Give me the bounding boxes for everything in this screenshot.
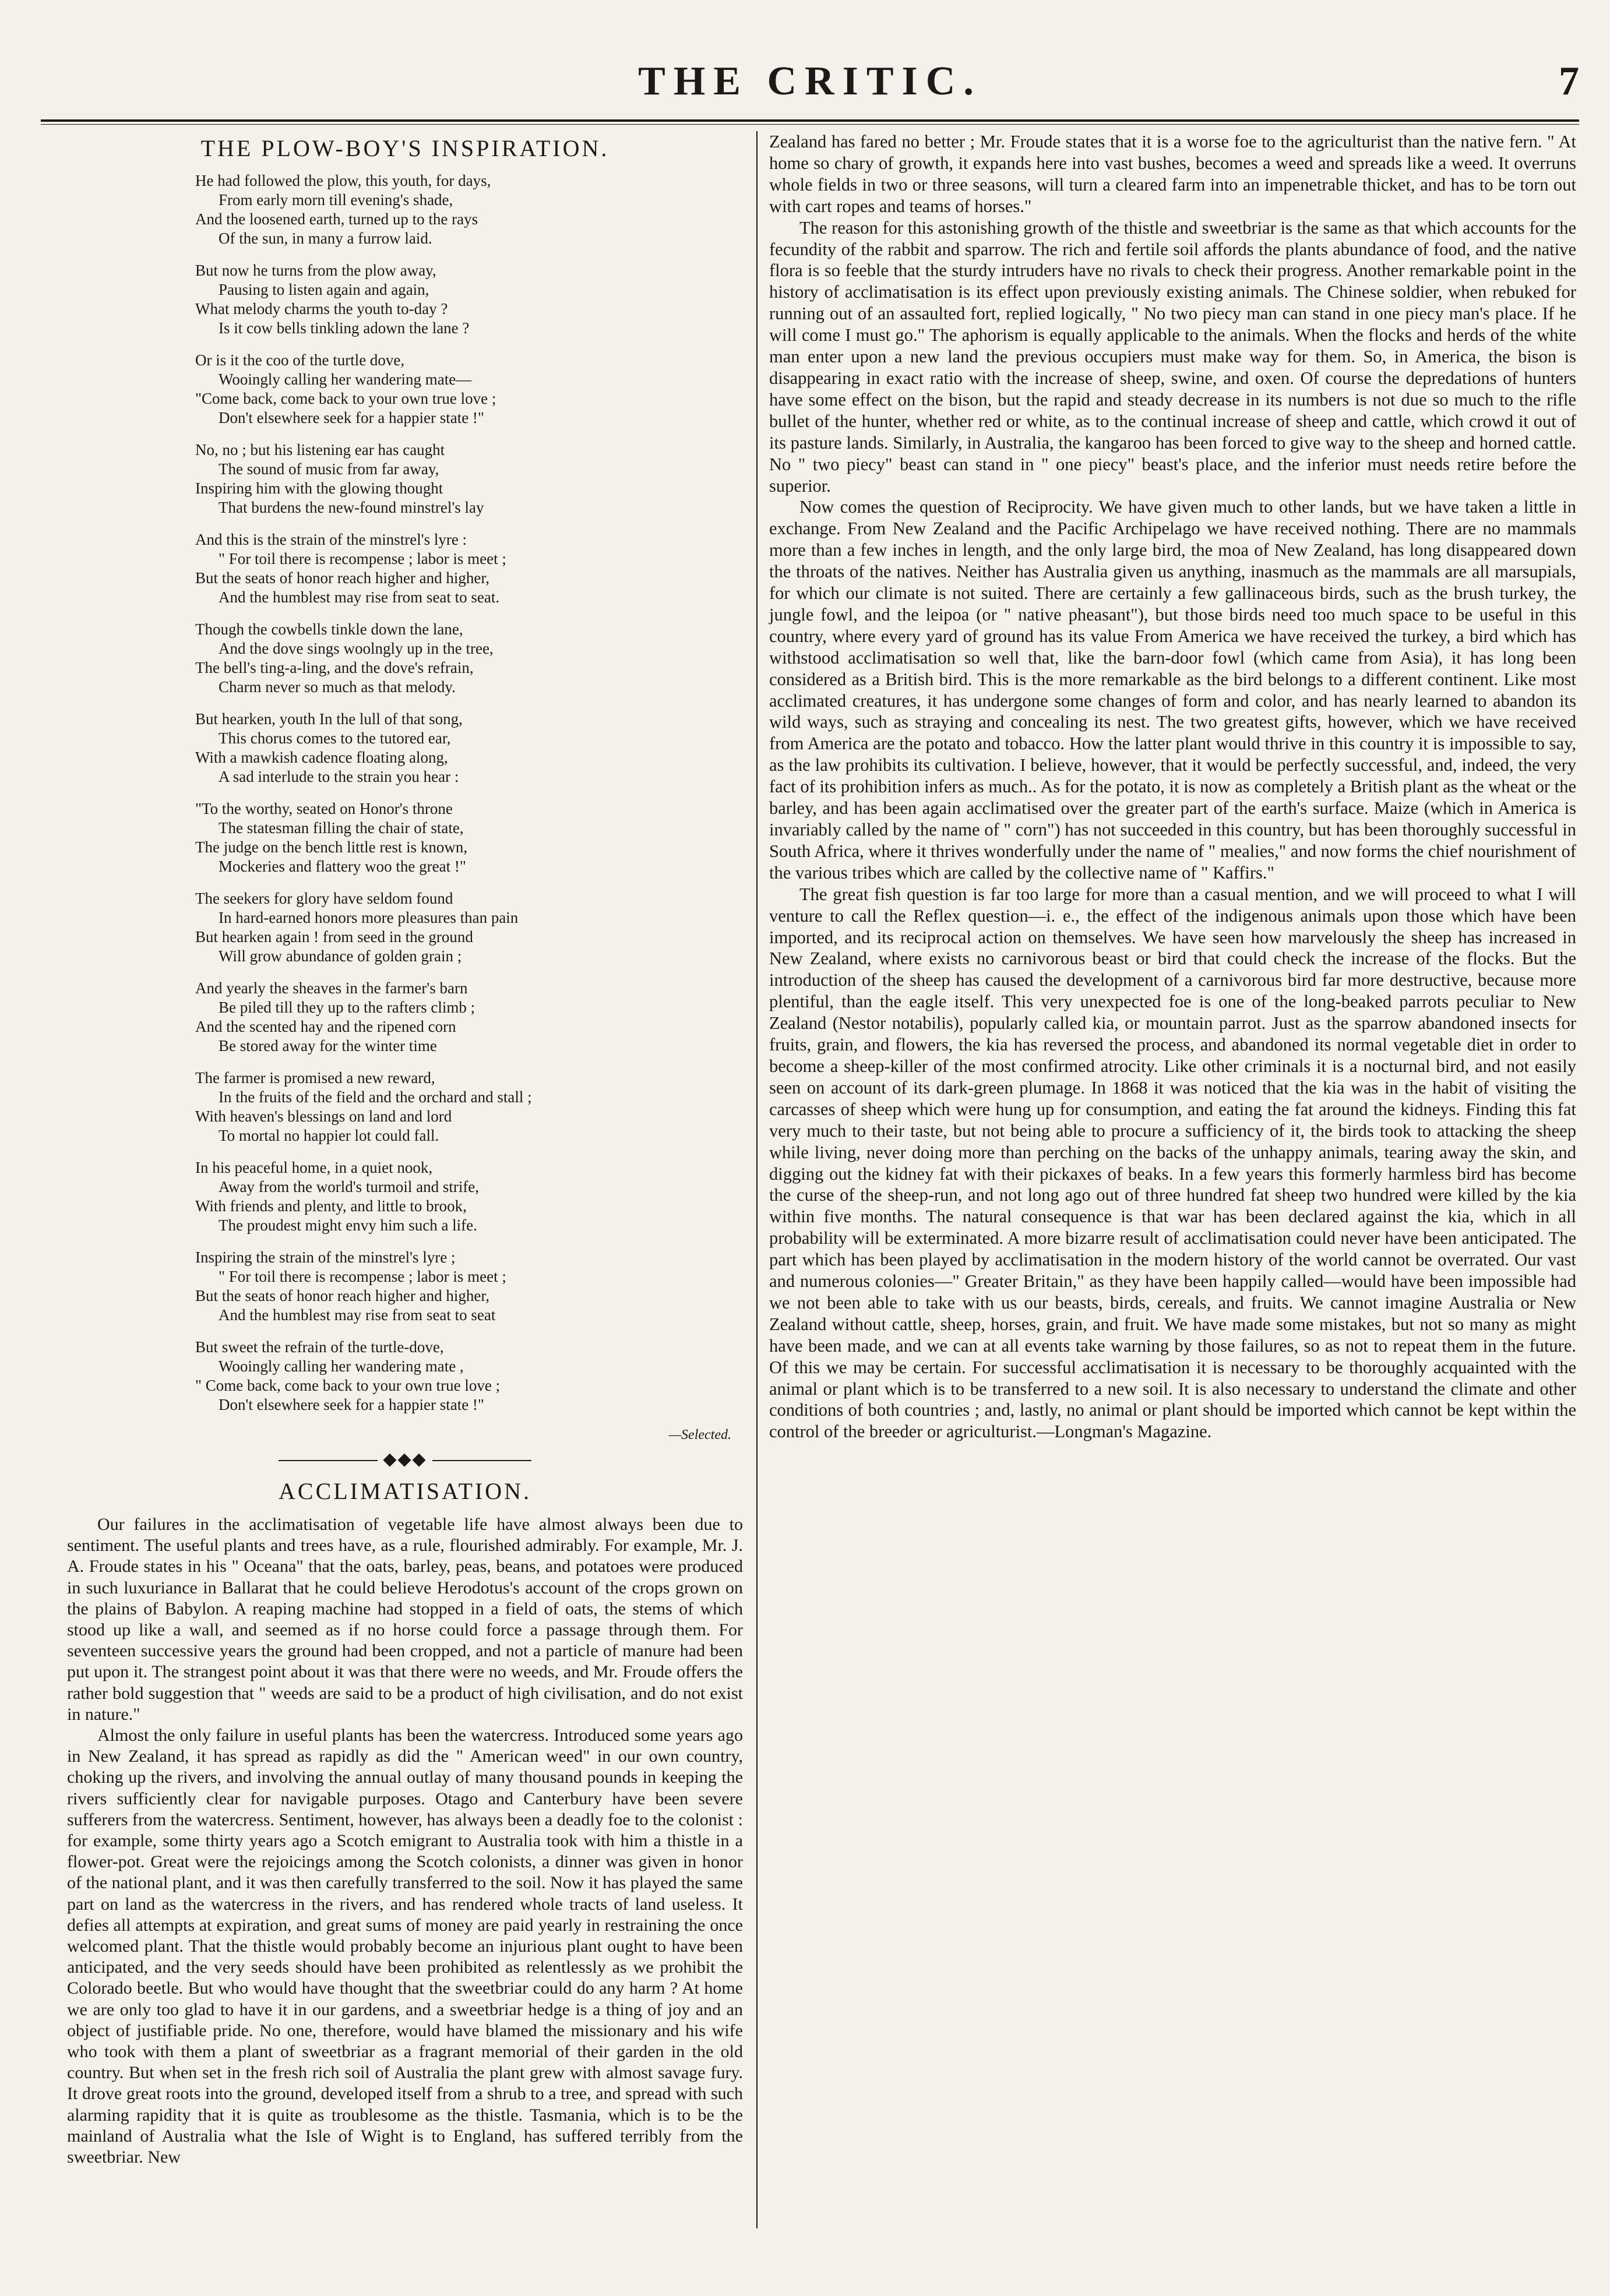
poem-stanza bbox=[195, 261, 743, 338]
poem-line: Wooingly calling her wandering mate , bbox=[219, 1357, 464, 1375]
poem-line: But hearken again ! from seed in the ground bbox=[195, 928, 473, 946]
poem-line: And this is the strain of the minstrel's lyre : bbox=[195, 531, 467, 548]
poem-line: That burdens the new-found minstrel's lay bbox=[219, 499, 484, 516]
poem-stanza bbox=[195, 1338, 743, 1415]
poem-line: Mockeries and flattery woo the great !" bbox=[219, 858, 466, 875]
poem-line: Be piled till they up to the rafters climb ; bbox=[219, 999, 475, 1016]
article-title: ACCLIMATISATION. bbox=[279, 1478, 531, 1504]
poem-line: But the seats of honor reach higher and higher, bbox=[195, 569, 490, 587]
poem-line: Charm never so much as that melody. bbox=[219, 678, 456, 696]
page-number: 7 bbox=[1559, 59, 1579, 104]
article-paragraph: The great fish question is far too large for more than a casual mention, and we will proceed to what I will venture to call the Reflex question—i. e., the effect of the indigenous animals upon those which have been imported, and its reciprocal action on themselves. We have seen how marvelously the sheep has increased in New Zealand, where exists no carnivorous beast or bird that could check the increase of the flocks. But the introduction of the sheep has caused the development of a carnivorous bird far more destructive, because more plentiful, than the eagle itself. This very unexpected foe is one of the long-beaked parrots peculiar to New Zealand (Nestor notabilis), popularly called kia, or mountain parrot. Just as the sparrow abandoned insects for fruits, grain, and flowers, the kia has reversed the process, and abandoned its normal vegetable diet in order to become a sheep-killer of the most confirmed atrocity. Like other criminals it is a nocturnal bird, and not easily seen on account of its dark-green plumage. In 1868 it was noticed that the kia was in the habit of visiting the carcasses of sheep which were hung up for consumption, and eating the fat around the kidneys. Finding this fat very much to their taste, but not being able to procure a sufficiency of it, the birds took to attacking the sheep while living, never doing more than perching on the backs of the unhappy animals, tearing away the skin, and digging out the kidney fat with their pickaxes of beaks. In a few years this formerly harmless bird has become the curse of the sheep-run, and not long ago out of three hundred fat sheep two hundred were killed by the kia within five months. The natural consequence is that war has been declared against the kia, which in all probability will be exterminated. A more bizarre result of acclimatisation could never have been anticipated. The part which has been played by acclimatisation in the modern history of the world cannot be overrated. Our vast and numerous colonies—" Greater Britain," as they have been happily called—would have been impossible had we not been able to take with us our beasts, birds, cereals, and fruits. We cannot imagine Australia or New Zealand without cattle, sheep, horses, grain, and fruit. We have made some mistakes, but not so many as might have been made, and we can at all events take warning by those failures, so as not to repeat them in the future. Of this we may be certain. For successful acclimatisation it is necessary to be thoroughly acquainted with the animal or plant which is to be transferred to a new soil. It is also necessary to understand the climate and other conditions of both countries ; and, lastly, no animal or plant should be imported which cannot be kept within the control of the breeder or agriculturist.—Longman's Magazine. bbox=[769, 884, 1576, 1442]
poem-line: In hard-earned honors more pleasures than pain bbox=[219, 909, 519, 926]
poem-line: With friends and plenty, and little to brook, bbox=[195, 1197, 467, 1215]
poem-stanza bbox=[195, 889, 743, 966]
poem-stanza bbox=[195, 171, 743, 248]
poem-stanza bbox=[195, 530, 743, 607]
poem-line: And the dove sings woolngly up in the tree, bbox=[219, 640, 494, 657]
poem-line: In his peaceful home, in a quiet nook, bbox=[195, 1159, 433, 1176]
article-paragraph: The reason for this astonishing growth of the thistle and sweetbriar is the same as that which accounts for the fecundity of the rabbit and sparrow. The rich and fertile soil affords the plants abundance of food, and the native flora is so feeble that the sturdy intruders have no rivals to check their progress. Another remarkable point in the history of acclimatisation is its effect upon previously existing animals. The Chinese soldier, when rebuked for running out of an assaulted fort, replied logically, " No two piecy man can stand in one piecy man's place. If he will come I must go." The aphorism is equally applicable to the animals. When the flocks and herds of the white man enter upon a new land the previous occupiers must make way for them. So, in America, the bison is disappearing in exact ratio with the increase of sheep, swine, and oxen. Of course the depredations of hunters have some effect on the bison, but the rapid and steady decrease in its numbers is not due so much to the rifle bullet of the hunter, whether red or white, as to the continual increase of sheep and cattle, which crowd it out of its pasture lands. Similarly, in Australia, the kangaroo has been forced to give way to the sheep and horned cattle. No " two piecy" beast can stand in " one piecy" beast's place, and the inferior must needs retire before the superior. bbox=[769, 217, 1576, 496]
poem-line: But the seats of honor reach higher and higher, bbox=[195, 1287, 490, 1304]
poem-line: " For toil there is recompense ; labor is meet ; bbox=[219, 1268, 506, 1285]
article-right-text bbox=[769, 131, 1576, 1443]
right-column bbox=[769, 131, 1576, 1443]
poem-line: The bell's ting-a-ling, and the dove's refrain, bbox=[195, 659, 474, 676]
poem-line: Away from the world's turmoil and strife, bbox=[219, 1178, 480, 1195]
poem-line: Of the sun, in many a furrow laid. bbox=[219, 230, 432, 247]
poem-line: " Come back, come back to your own true love ; bbox=[195, 1377, 501, 1394]
poem-line: This chorus comes to the tutored ear, bbox=[219, 729, 451, 747]
poem-stanza bbox=[195, 1158, 743, 1235]
poem-stanza bbox=[195, 1068, 743, 1145]
poem-line: What melody charms the youth to-day ? bbox=[195, 300, 448, 318]
poem-line: "Come back, come back to your own true love ; bbox=[195, 390, 496, 407]
poem-line: Though the cowbells tinkle down the lane, bbox=[195, 620, 463, 638]
poem-line: Don't elsewhere seek for a happier state !" bbox=[219, 409, 484, 426]
poem-line: He had followed the plow, this youth, for days, bbox=[195, 172, 491, 189]
poem-line: Don't elsewhere seek for a happier state !" bbox=[219, 1396, 484, 1413]
article-paragraph: Now comes the question of Reciprocity. We have given much to other lands, but we have taken a little in exchange. From New Zealand and the Pacific Archipelago we have received nothing. There are no mammals more than a few inches in length, and the only large bird, the moa of New Zealand, has long disappeared down the throats of the natives. Neither has Australia given us anything, inasmuch as the mammals are all marsupials, for which our climate is not suited. There are certainly a few gallinaceous birds, such as the brush turkey, the jungle fowl, and the leipoa (or " native pheasant"), but those birds need too much space to be useful in this country, where every yard of ground has its value From America we have received the turkey, a bird which has withstood acclimatisation so well that, like the barn-door fowl (which came from Asia), it has long been considered as a British bird. This is the more remarkable as the bird belongs to a different continent. Like most acclimated creatures, it has undergone some changes of form and color, and has nearly learned to abandon its wild ways, such as straying and concealing its nest. The two greatest gifts, however, which we have received from America are the potato and tobacco. How the latter plant would thrive in this country it is impossible to say, as the law prohibits its cultivation. I believe, however, that it would be perfectly successful, and, indeed, the very fact of its prohibition infers as much.. As for the potato, it is now as completely a British plant as the wheat or the barley, and has been again acclimatised over the greater part of the earth's surface. Maize (which in America is invariably called by the name of " corn") has not succeeded in this country, but has been thoroughly successful in South Africa, where it thrives wonderfully under the name of " mealies," and now forms the chief nourishment of the various tribes which are called by the collective name of " Kaffirs." bbox=[769, 497, 1576, 883]
article-paragraph: Almost the only failure in useful plants has been the watercress. Introduced some years ago in New Zealand, it has spread as rapidly as did the " American weed" in our own country, choking up the rivers, and involving the annual outlay of many thousand pounds in keeping the rivers sufficiently clear for navigable purposes. Otago and Canterbury have been severe sufferers from the watercress. Sentiment, however, has always been a deadly foe to the colonist : for example, some thirty years ago a Scotch emigrant to Australia took with him a thistle in a flower-pot. Great were the rejoicings among the Scotch colonists, a dinner was given in honor of the national plant, and it was then carefully transferred to the soil. Now it has played the same part on land as the watercress in the rivers, and has rendered whole tracts of land useless. It defies all attempts at expiration, and great sums of money are paid yearly in restraining the once welcomed plant. That the thistle would probably become an injurious plant ought to have been anticipated, and the very seeds should have been prohibited as relentlessly as we prohibit the Colorado beetle. But who would have thought that the sweetbriar could do any harm ? At home we are only too glad to have it in our gardens, and a sweetbriar hedge is a thing of joy and an object of justifiable pride. No one, therefore, would have blamed the missionary and his wife who took with them a plant of sweetbriar as a fragrant memorial of their garden in the old country. But when set in the fresh rich soil of Australia the plant grew with almost savage fury. It drove great roots into the ground, developed itself from a shrub to a tree, and spread with such alarming rapidity that it is quite as troublesome as the thistle. Tasmania, which is to be the mainland of Australia what the Isle of Wight is to England, has suffered terribly from the sweetbriar. New bbox=[67, 1726, 743, 2167]
poem-line: To mortal no happier lot could fall. bbox=[219, 1127, 439, 1144]
header-rule-thin bbox=[41, 124, 1579, 125]
poem-line: Inspiring him with the glowing thought bbox=[195, 479, 443, 497]
poem-line: The sound of music from far away, bbox=[219, 460, 439, 478]
poem-line: Is it cow bells tinkling adown the lane ? bbox=[219, 319, 470, 337]
poem-line: And the loosened earth, turned up to the rays bbox=[195, 210, 478, 228]
poem-line: But hearken, youth In the lull of that song, bbox=[195, 710, 463, 728]
poem-stanza bbox=[195, 440, 743, 517]
poem-line: And the scented hay and the ripened corn bbox=[195, 1018, 456, 1035]
poem-line: The statesman filling the chair of state, bbox=[219, 819, 464, 837]
newspaper-title: THE CRITIC. bbox=[638, 59, 982, 104]
poem-line: With heaven's blessings on land and lord bbox=[195, 1108, 452, 1125]
poem-stanza bbox=[195, 1248, 743, 1325]
poem-line: Or is it the coo of the turtle dove, bbox=[195, 351, 405, 369]
poem-line: The proudest might envy him such a life. bbox=[219, 1216, 477, 1234]
poem-line: No, no ; but his listening ear has caught bbox=[195, 441, 445, 459]
poem-line: In the fruits of the field and the orchard and stall ; bbox=[219, 1088, 532, 1106]
poem-stanza bbox=[195, 710, 743, 787]
poem-line: "To the worthy, seated on Honor's throne bbox=[195, 800, 453, 817]
poem-line: And yearly the sheaves in the farmer's barn bbox=[195, 979, 468, 997]
poem-line: " For toil there is recompense ; labor is meet ; bbox=[219, 550, 506, 567]
poem-stanza bbox=[195, 620, 743, 697]
article-paragraph: Zealand has fared no better ; Mr. Froude states that it is a worse foe to the agriculturist than the native fern. " At home so chary of growth, it expands here into vast bushes, becomes a weed and spreads like a weed. It overruns whole fields in two or three seasons, will turn a cleared farm into an impenetrable thicket, and has to be torn out with cart ropes and teams of horses." bbox=[769, 132, 1576, 216]
section-ornament: ◆◆◆ bbox=[67, 1449, 743, 1469]
poem-line: But now he turns from the plow away, bbox=[195, 262, 436, 279]
poem-line: The seekers for glory have seldom found bbox=[195, 890, 453, 907]
poem-stanza bbox=[195, 351, 743, 428]
poem-body bbox=[67, 171, 743, 1415]
article-left-text bbox=[67, 1514, 743, 2168]
left-column bbox=[67, 131, 743, 2168]
poem-line: The farmer is promised a new reward, bbox=[195, 1069, 435, 1087]
poem-signature: —Selected. bbox=[668, 1427, 731, 1443]
poem-line: Inspiring the strain of the minstrel's lyre ; bbox=[195, 1248, 456, 1266]
poem-line: Pausing to listen again and again, bbox=[219, 281, 429, 298]
poem-line: And the humblest may rise from seat to seat. bbox=[219, 588, 500, 606]
article-paragraph: Our failures in the acclimatisation of vegetable life have almost always been due to sentiment. The useful plants and trees have, as a rule, flourished admirably. For example, Mr. J. A. Froude states in his " Oceana" that the oats, barley, peas, beans, and potatoes were produced in such luxuriance in Ballarat that he could believe Herodotus's account of the crops grown on the plains of Babylon. A reaping machine had stopped in a field of oats, the stems of which stood up like a wall, and seemed as if no horse could force a passage through them. For seventeen successive years the ground had been cropped, and not a particle of manure had been put upon it. The strangest point about it was that there were no weeds, and Mr. Froude offers the rather bold suggestion that " weeds are said to be a product of high civilisation, and do not exist in nature." bbox=[67, 1515, 743, 1724]
poem-title: THE PLOW-BOY'S INSPIRATION. bbox=[200, 135, 610, 161]
poem-line: With a mawkish cadence floating along, bbox=[195, 749, 448, 766]
poem-line: Wooingly calling her wandering mate— bbox=[219, 371, 472, 388]
poem-line: Will grow abundance of golden grain ; bbox=[219, 947, 462, 965]
poem-line: But sweet the refrain of the turtle-dove, bbox=[195, 1338, 444, 1356]
poem-line: And the humblest may rise from seat to seat bbox=[219, 1306, 496, 1324]
poem-line: From early morn till evening's shade, bbox=[219, 191, 453, 209]
poem-line: Be stored away for the winter time bbox=[219, 1037, 437, 1054]
poem-stanza bbox=[195, 799, 743, 876]
poem-line: The judge on the bench little rest is known, bbox=[195, 838, 468, 856]
column-divider bbox=[756, 131, 758, 2228]
poem-stanza bbox=[195, 979, 743, 1056]
poem-line: A sad interlude to the strain you hear : bbox=[219, 768, 459, 785]
masthead bbox=[41, 58, 1579, 122]
header-rule bbox=[41, 119, 1579, 122]
